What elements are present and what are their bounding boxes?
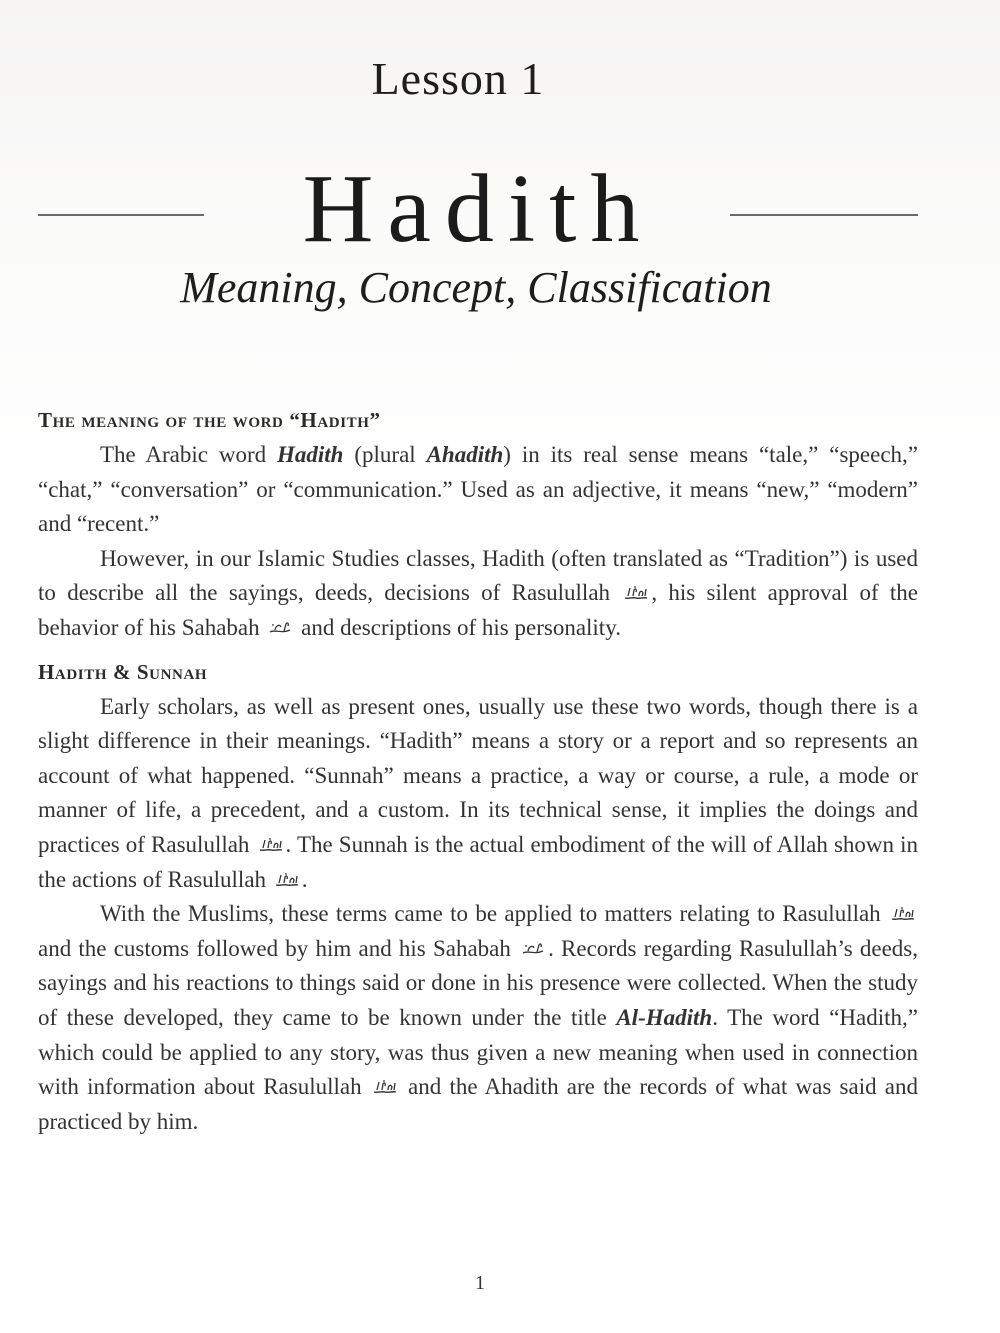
- salutation-symbol-icon: [372, 1078, 398, 1096]
- text-run: . Records regarding Rasulullah’s deeds, sayings and his reactions to things said or done in his presence were collected. When the study of these developed, they came to be known under the title: [38, 935, 919, 1030]
- text-run: . The Sunnah is the actual embodiment of the will of Allah shown in the actions of Rasulullah: [38, 831, 919, 892]
- lesson-label: Lesson 1: [371, 53, 545, 104]
- section-heading-meaning: The meaning of the word “Hadith”: [38, 408, 381, 432]
- salutation-symbol-icon: [274, 871, 300, 889]
- text-run: The Arabic word: [100, 442, 278, 467]
- salutation-sahabah-icon: [267, 619, 293, 637]
- salutation-symbol-icon: [623, 584, 649, 602]
- salutation-sahabah-icon: [520, 940, 546, 958]
- salutation-symbol-icon: [258, 836, 284, 854]
- text-run: ) in its real sense means “tale,” “speech,” “chat,” “conversation” or “communication.” Used as an adjective, it means “new,” “modern” and “recent.”: [38, 442, 918, 537]
- section-heading-hadith-sunnah: Hadith & Sunnah: [38, 659, 208, 684]
- title-row: [38, 154, 918, 264]
- text-run: (plural: [343, 442, 427, 467]
- text-run: . The word “Hadith,” which could be applied to any story, was thus given a new meaning when used in connection with information about Rasulullah: [38, 1004, 918, 1100]
- paragraph-hadith-sunnah-2: [38, 897, 918, 1139]
- term-hadith: Hadith: [277, 442, 344, 467]
- main-content: [38, 406, 918, 1139]
- page-number: 1: [475, 1272, 485, 1294]
- text-run: , his silent approval of the behavior of his Sahabah: [38, 580, 919, 640]
- text-run: and descriptions of his personality.: [295, 614, 621, 640]
- term-al-hadith: Al-Hadith: [616, 1004, 713, 1030]
- text-run: and the Ahadith are the records of what was said and practiced by him.: [38, 1074, 918, 1134]
- paragraph-meaning-1: [38, 438, 918, 542]
- salutation-symbol-icon: [890, 905, 916, 923]
- paragraph-hadith-sunnah-1: [38, 690, 918, 898]
- title-rule-right: [730, 214, 918, 216]
- paragraph-meaning-2: [38, 542, 918, 646]
- page-title: Hadith: [302, 155, 654, 263]
- page-subtitle: Meaning, Concept, Classification: [180, 263, 772, 312]
- text-run: With the Muslims, these terms came to be applied to matters relating to Rasulullah: [100, 901, 881, 927]
- text-run: .: [301, 866, 308, 892]
- text-run: and the customs followed by him and his Sahabah: [38, 935, 511, 961]
- text-run: However, in our Islamic Studies classes, Hadith (often translated as “Tradition”) is used to describe all the sayings, deeds, decisions of Rasulullah: [38, 545, 918, 606]
- text-run: Early scholars, as well as present ones, usually use these two words, though there is a slight difference in their meanings. “Hadith” means a story or a report and so represents an account of what happened. “Sunnah” means a practice, a way or course, a rule, a mode or manner of life, a precedent, and a custom. In its technical sense, it implies the doings and practices of Rasulullah: [38, 693, 918, 857]
- term-ahadith: Ahadith: [426, 442, 504, 467]
